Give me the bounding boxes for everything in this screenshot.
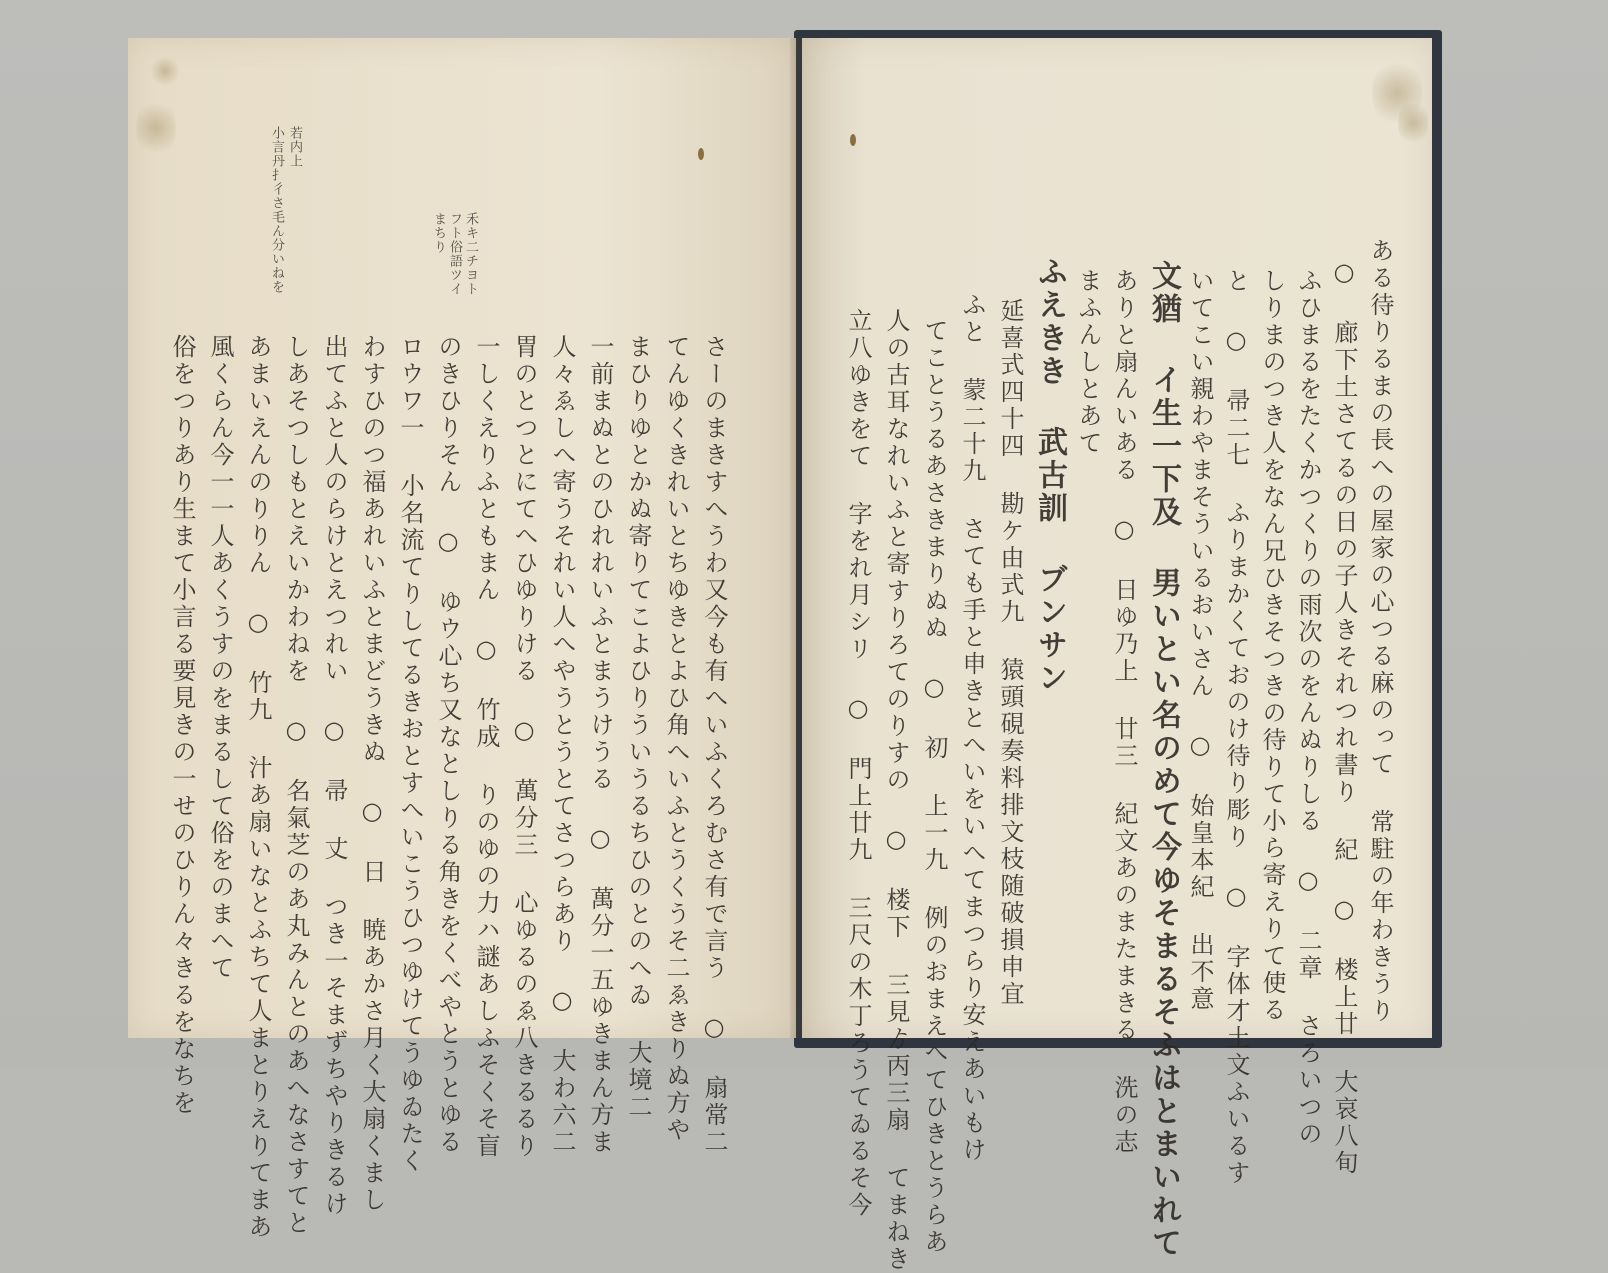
text-column: 俗をつりあり生まて小言る要見きの一せのひりん々きるをなちを bbox=[168, 334, 196, 1117]
paper-stain bbox=[150, 56, 180, 86]
text-column: 出てふと人のらけとえつれい ○ 帚 丈 つき一そまずちやりきるけ bbox=[320, 334, 348, 1218]
text-column: 一しくえりふともまん ○ 竹成 りのゆの力ハ謎あしふそくそ盲 bbox=[472, 334, 500, 1160]
text-column: 人の古耳なれいふと寄すりろてのりすの ○ 楼下 三見ゟ丙三扇 てまねき bbox=[882, 308, 910, 1273]
text-column: まひりゆとかぬ寄りてこよひりういうるちひのとのへゐ 大境二 bbox=[624, 334, 652, 1121]
text-column: いてこい親わやまそういるおいさん ○ 始皇本紀 出不意 bbox=[1186, 268, 1214, 1013]
text-column: 胃のとつとにてへひゆりける ○ 萬分三 心ゆるのゑ八きるるり bbox=[510, 334, 538, 1160]
worm-hole bbox=[850, 134, 856, 146]
text-column: ふと 蒙二十九 さても手と申きとへいをいへてまつらり安えあいもけ bbox=[958, 292, 986, 1164]
text-column: てことうるあさきまりぬぬ ○ 初 上一九 例のおまえへてひきとうらあ bbox=[920, 318, 948, 1256]
text-column: のきひりそん ○ ゆウ心ち又なとしりる角きをくべやとうとゆる bbox=[434, 334, 462, 1156]
annotation-line: 禾キ二チヨト bbox=[463, 212, 478, 296]
paper-stain bbox=[136, 98, 176, 158]
text-column: 延喜式四十四 勘ケ由式九 猿頭硯奏料排文枝随破損申宜 bbox=[996, 298, 1024, 1008]
text-column: しりまのつき人をなん兄ひきそつきの待りて小ら寄えりて使る bbox=[1258, 268, 1286, 1024]
text-column: と ○ 帚二七 ふりまかくておのけ待り彫り ○ 字体才土文ふいるす bbox=[1222, 268, 1250, 1187]
annotation-line: フト俗語ツイ bbox=[447, 212, 462, 296]
text-column: 立八ゆきをて 字をれ月シリ ○ 門上廿九 三尺の木丁ろうてゐるそ今 bbox=[844, 308, 872, 1219]
text-column: わすひのつ福あれいふとまどうきぬ ○ 日 暁あかさ月く大扇くまし bbox=[358, 334, 386, 1214]
text-column: 一前まぬとのひれれいふとまうけうる ○ 萬分一五ゆきまん方ま bbox=[586, 334, 614, 1156]
text-column: しあそつしもとえいかわねを ○ 名氣芝のあ丸みんとのあへなさすてと bbox=[282, 334, 310, 1237]
annotation-line: まちり bbox=[431, 212, 446, 254]
annotation-line: 小言丹扌彳さ毛ん分いねを bbox=[269, 126, 284, 294]
text-column: ありと扇んいある ○ 日ゆ乃上 廿三 紀文あのまたまきる 洗の志 bbox=[1110, 268, 1138, 1156]
open-book bbox=[128, 24, 1468, 1273]
text-column: てんゆくきれいとちゆきとよひ角へいふとうくうそ二ゑきりぬ方や bbox=[662, 334, 690, 1144]
text-column: あまいえんのりりん ○ 竹九 汁あ扇いなとふちて人まとりえりてまあ bbox=[244, 334, 272, 1241]
entry-heading-column: ふえきき 武古訓 ブンサン bbox=[1032, 256, 1067, 695]
right-page bbox=[802, 38, 1432, 1273]
entry-heading-column: 文猶 イ生一下及 男いとい名のめて今ゆそまるそふはとまいれて bbox=[1146, 260, 1181, 1260]
text-column: ふひまるをたくかつくりの雨次のをんぬりしる ○ 二章 さろいつの bbox=[1294, 268, 1322, 1148]
worm-hole bbox=[698, 148, 704, 160]
left-page bbox=[128, 38, 796, 1241]
text-column: ある待りるまの長への屋家の心つる麻のって 常駐の年わきうり bbox=[1366, 238, 1394, 1025]
text-column: さーのまきすへうわ又今も有へいふくろむさ有で言う ○ 扇常二 bbox=[700, 334, 728, 1156]
text-column: ○ 廊下土さてるの日の子人きそれつれ書り 紀 ○ 楼上廿 大哀八旬 bbox=[1330, 258, 1358, 1177]
text-column: 風くらん今一一人あくうすのをまるして俗をのまへて bbox=[206, 334, 234, 982]
text-column: まふんしとあて bbox=[1074, 268, 1102, 457]
text-column: 人々ゑしへ寄うそれい人へやうとうとてさつらあり ○ 大わ六二 bbox=[548, 334, 576, 1156]
text-column: ロウワ一 小名流てりしてるきおとすへいこうひつゆけてうゆゐたく bbox=[396, 334, 424, 1175]
paper-stain bbox=[1398, 98, 1428, 148]
annotation-line: 若内上 bbox=[287, 126, 302, 168]
